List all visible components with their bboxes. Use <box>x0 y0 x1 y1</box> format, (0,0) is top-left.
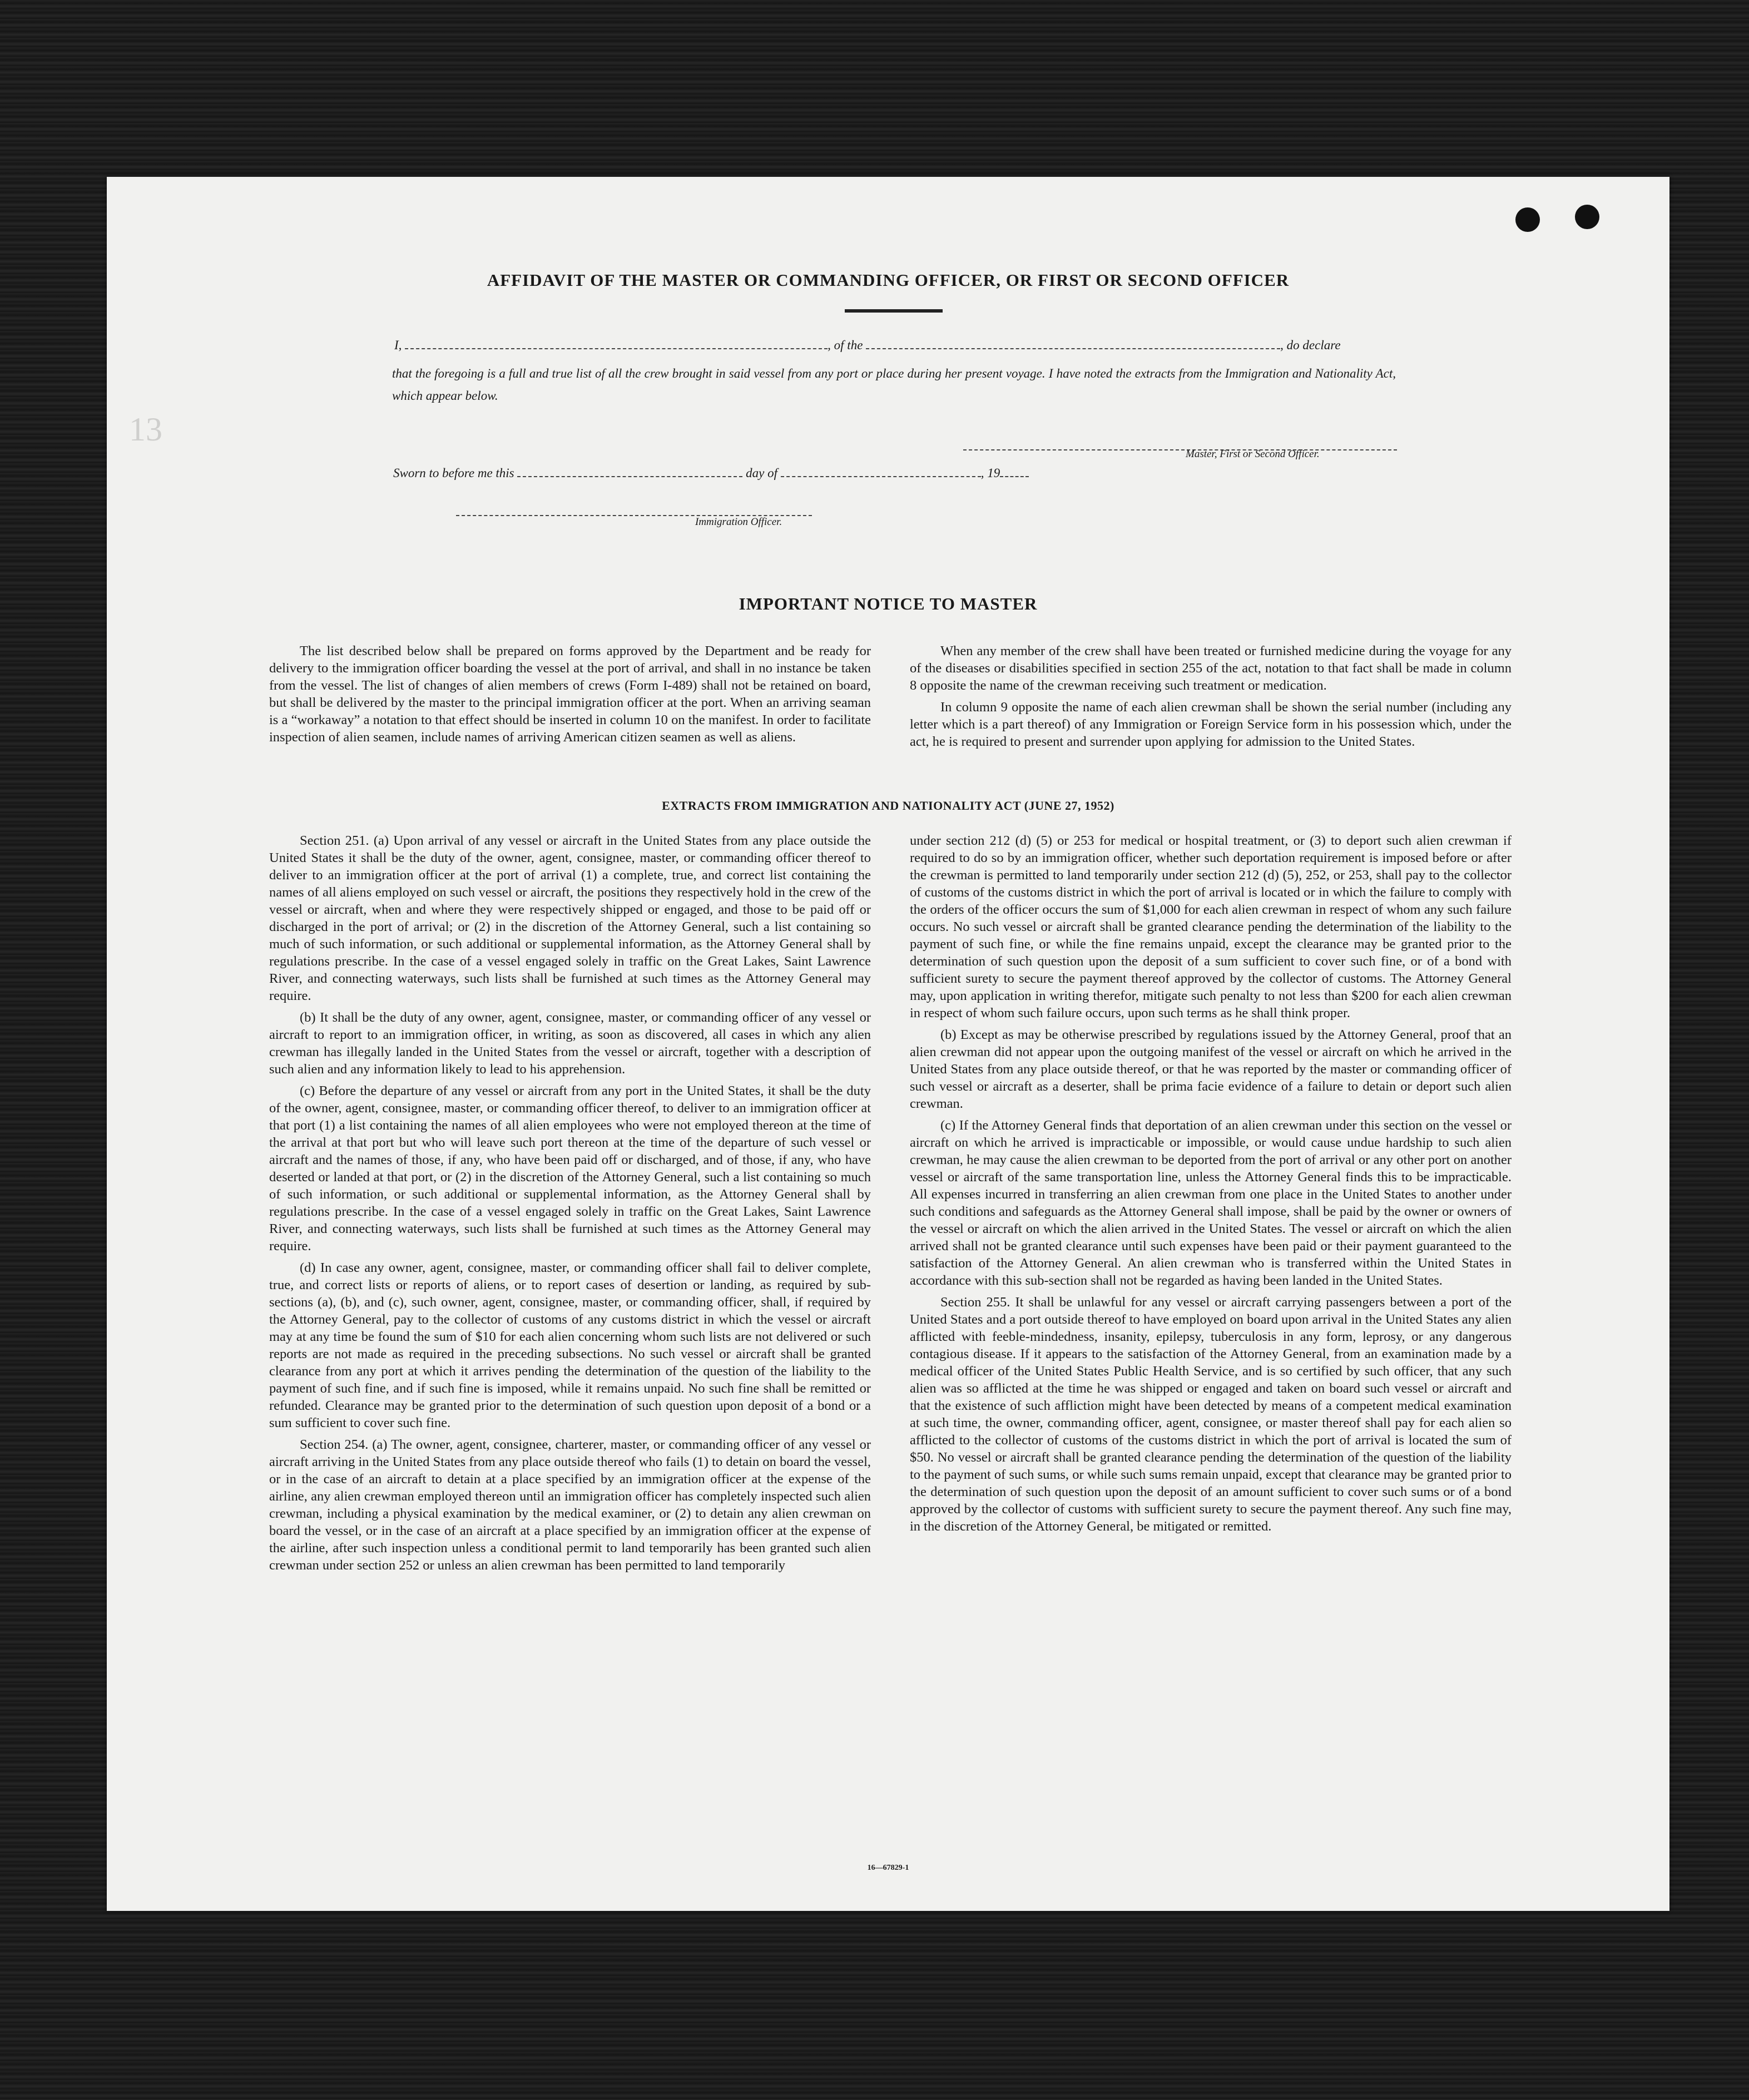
section-paragraph: Section 251. (a) Upon arrival of any vessel or aircraft in the United States from any place outside the United States it shall be the duty of the owner, agent, consignee, master, or commanding officer thereof to deliver to an immigration officer at the port of arrival (1) a complete, true, and correct list containing the names of all aliens employed on such vessel or aircraft, the positions they respectively hold in the crew of the vessel or aircraft, when and where they were respectively shipped or engaged, and those to be paid off or discharged in the port of arrival; or (2) in the discretion of the Attorney General, such a list containing so much of such information, or such additional or supplemental information, as the Attorney General shall by regulations prescribe. In the case of a vessel engaged solely in traffic on the Great Lakes, Saint Lawrence River, and connecting waterways, such lists shall be furnished at such times as the Attorney General may require. <box>269 833 871 1003</box>
officer-signature-caption: Immigration Officer. <box>695 516 782 528</box>
document-page <box>107 177 1669 1911</box>
extracts-left-column <box>269 832 871 1574</box>
section-paragraph: (d) In case any owner, agent, consignee, master, or commanding officer shall fail to deliver complete, true, and correct lists or reports of aliens, or to report cases of desertion or landing, as required by sub-sections (a), (b), and (c), such owner, agent, consignee, master, or commanding officer, shall, if required by the Attorney General, pay to the collector of customs of any customs district in which the vessel or aircraft may at any time be found the sum of $10 for each alien concerning whom such lists are not delivered or such reports are not made as required in the preceding subsections. No such vessel or aircraft shall be granted clearance from any port at which it arrives pending the determination of the question of the liability to the payment of such fine, and if such fine is imposed, while it remains unpaid. No such fine shall be remitted or refunded. Clearance may be granted prior to the determination of such question upon deposit of a bond or a sum sufficient to cover such fine. <box>269 1260 871 1430</box>
declare-label: , do declare <box>1280 338 1341 352</box>
section-paragraph: under section 212 (d) (5) or 253 for medical or hospital treatment, or (3) to deport such alien crewman if required to do so by an immigration officer, whether such deportation requirement is imposed before or after the crewman is permitted to land temporarily under section 212 (d) (5), 252, or 253, shall pay to the collector of customs of the customs district in which the port of arrival is located or in which the failure to comply with the orders of the officer occurs the sum of $1,000 for each alien crewman in respect of whom any such failure occurs. No such vessel or aircraft shall be granted clearance pending the determination of the liability to the payment of such fine, or while the fine remains unpaid, except the clearance may be granted prior to the determination of such question upon the deposit of a sum sufficient to cover such fine, or of a bond with sufficient surety to secure the payment thereof approved by the collector of customs. The Attorney General may, upon application in writing therefor, mitigate such penalty to not less than $200 for each alien crewman in respect of whom such failure occurs, upon such terms as he shall think proper. <box>910 833 1512 1021</box>
master-signature-blank[interactable] <box>963 439 1397 450</box>
notice-paragraph: When any member of the crew shall have been treated or furnished medicine during the voyage for any of the diseases or disabilities specified in section 255 of the act, notation to that fact shall be made in column 8 opposite the name of the crewman receiving such treatment or medication. <box>910 643 1512 693</box>
sworn-month-blank[interactable] <box>781 466 981 477</box>
notice-paragraph: The list described below shall be prepared on forms approved by the Department and be ready for delivery to the immigration officer boarding the vessel at the port of arrival, and shall in no instance be taken from the vessel. The list of changes of alien members of crews (Form I-489) shall not be retained on board, but shall be delivered by the master to the principal immigration officer at the port. When an arriving seaman is a “workaway” a notation to that effect should be inserted in column 10 on the manifest. In order to facilitate inspection of alien seamen, include names of arriving American citizen seamen as well as aliens. <box>269 643 871 745</box>
sworn-day-blank[interactable] <box>517 466 742 477</box>
declaration-line <box>394 338 1341 353</box>
of-the-label: , of the <box>828 338 863 352</box>
year-label: , 19 <box>980 466 1000 480</box>
day-of-label: day of <box>746 466 777 480</box>
extracts-title: EXTRACTS FROM IMMIGRATION AND NATIONALITY ACT (JUNE 27, 1952) <box>662 799 1114 813</box>
declaration-statement: that the foregoing is a full and true list of all the crew brought in said vessel from any port or place during her present voyage. I have noted the extracts from the Immigration and Nationality Act, which appear below. <box>392 366 1396 403</box>
extracts-right-column <box>910 832 1512 1535</box>
notice-right-column <box>910 642 1512 750</box>
section-paragraph: (c) If the Attorney General finds that deportation of an alien crewman under this section on the vessel or aircraft on which he arrived is impracticable or impossible, or would cause undue hardship to such alien crewman, he may cause the alien crewman to be deported from the port of arrival or any other port on another vessel or aircraft of the same transportation line, unless the Attorney General finds this to be impracticable. All expenses incurred in transferring an alien crewman from one place in the United States to another under such conditions and safeguards as the Attorney General shall impose, shall be paid by the owner or owners of the vessel or aircraft on which the alien arrived in the United States. The vessel or aircraft on which the alien arrived shall not be granted clearance until such expenses have been paid or their payment guaranteed to the satisfaction of the Attorney General. An alien crewman who is transferred within the United States in accordance with this sub-section shall not be regarded as having been landed in the United States. <box>910 1118 1512 1288</box>
notice-title: IMPORTANT NOTICE TO MASTER <box>739 594 1038 613</box>
section-paragraph: (c) Before the departure of any vessel or aircraft from any port in the United States, it shall be the duty of the owner, agent, consignee, master, or commanding officer thereof, to deliver to an immigration officer at that port (1) a list containing the names of all alien employees who were not employed thereon at the time of the arrival at that port but who will leave such port thereon at the time of the departure of such vessel or aircraft and the names of those, if any, who have been paid off or discharged, and of those, if any, who have deserted or landed at that port, or (2) in the discretion of the Attorney General, such a list containing so much of such information, or such additional or supplemental information, as the Attorney General shall by regulations prescribe. In the case of a vessel engaged solely in traffic on the Great Lakes, Saint Lawrence River, and connecting waterways, such lists shall be furnished at such times as the Attorney General may require. <box>269 1083 871 1254</box>
section-paragraph: (b) Except as may be otherwise prescribed by regulations issued by the Attorney General, proof that an alien crewman did not appear upon the outgoing manifest of the vessel or aircraft on which he arrived in the United States from any place outside thereof, or that he was reported by the master or commanding officer of such vessel or aircraft as a deserter, shall be prima facie evidence of a failure to detain or deport such alien crewman. <box>910 1027 1512 1111</box>
punch-hole <box>1515 207 1540 232</box>
section-paragraph: (b) It shall be the duty of any owner, agent, consignee, master, or commanding officer of any vessel or aircraft to report to an immigration officer, in writing, as soon as discovered, all cases in which any alien crewman has illegally landed in the United States from the vessel or aircraft, together with a description of such alien and any information likely to lead to his apprehension. <box>269 1010 871 1077</box>
declarant-label: I, <box>394 338 402 352</box>
sworn-label: Sworn to before me this <box>393 466 514 480</box>
notice-left-column <box>269 642 871 746</box>
officer-signature-blank[interactable] <box>456 505 812 516</box>
master-signature-caption: Master, First or Second Officer. <box>1186 448 1320 460</box>
notice-paragraph: In column 9 opposite the name of each alien crewman shall be shown the serial number (including any letter which is a part thereof) of any Immigration or Foreign Service form in his possession which, under the act, he is required to present and surrender upon applying for admission to the United States. <box>910 700 1512 749</box>
title-underline <box>845 309 943 313</box>
punch-hole <box>1575 205 1599 229</box>
sworn-line <box>393 466 1029 481</box>
form-code: 16—67829-1 <box>867 1864 909 1872</box>
section-paragraph: Section 255. It shall be unlawful for any vessel or aircraft carrying passengers between a port of the United States and a port outside thereof to have employed on board upon arrival in the United States any alien afflicted with feeble-mindedness, insanity, epilepsy, tuberculosis in any form, leprosy, or any dangerous contagious disease. If it appears to the satisfaction of the Attorney General, from an examination made by a medical officer of the United States Public Health Service, and is so certified by such officer, that any such alien was so afflicted at the time he was shipped or engaged and taken on board such vessel or aircraft and that the existence of such affliction might have been detected by means of a competent medical examination at such time, the owner, commanding officer, agent, consignee, or master thereof shall pay for each alien so afflicted to the collector of customs of the customs district in which the port of arrival is located the sum of $50. No vessel or aircraft shall be granted clearance pending the determination of the question of the liability to the payment of such sums, or while such sums remain unpaid, except that clearance may be granted prior to the determination of such question upon the deposit of an amount sufficient to cover such sums or of a bond approved by the collector of customs with sufficient surety to secure the payment thereof. Any such fine may, in the discretion of the Attorney General, be mitigated or remitted. <box>910 1295 1512 1534</box>
sworn-year-blank[interactable] <box>1000 466 1029 477</box>
margin-mark: 13 <box>129 411 162 448</box>
vessel-name-blank[interactable] <box>866 338 1280 349</box>
affidavit-title: AFFIDAVIT OF THE MASTER OR COMMANDING OFFICER, OR FIRST OR SECOND OFFICER <box>487 270 1290 290</box>
declarant-name-blank[interactable] <box>405 338 828 349</box>
section-paragraph: Section 254. (a) The owner, agent, consignee, charterer, master, or commanding officer of any vessel or aircraft arriving in the United States from any place outside thereof who fails (1) to detain on board the vessel, or in the case of an aircraft to detain at a place specified by an immigration officer at the expense of the airline, any alien crewman employed thereon until an immigration officer has completely inspected such alien crewman, including a physical examination by the medical examiner, or (2) to detain any alien crewman on board the vessel, or in the case of an aircraft at a place specified by an immigration officer at the expense of the airline, after such inspection unless a conditional permit to land temporarily has been granted such alien crewman under section 252 or unless an alien crewman has been permitted to land temporarily <box>269 1437 871 1573</box>
